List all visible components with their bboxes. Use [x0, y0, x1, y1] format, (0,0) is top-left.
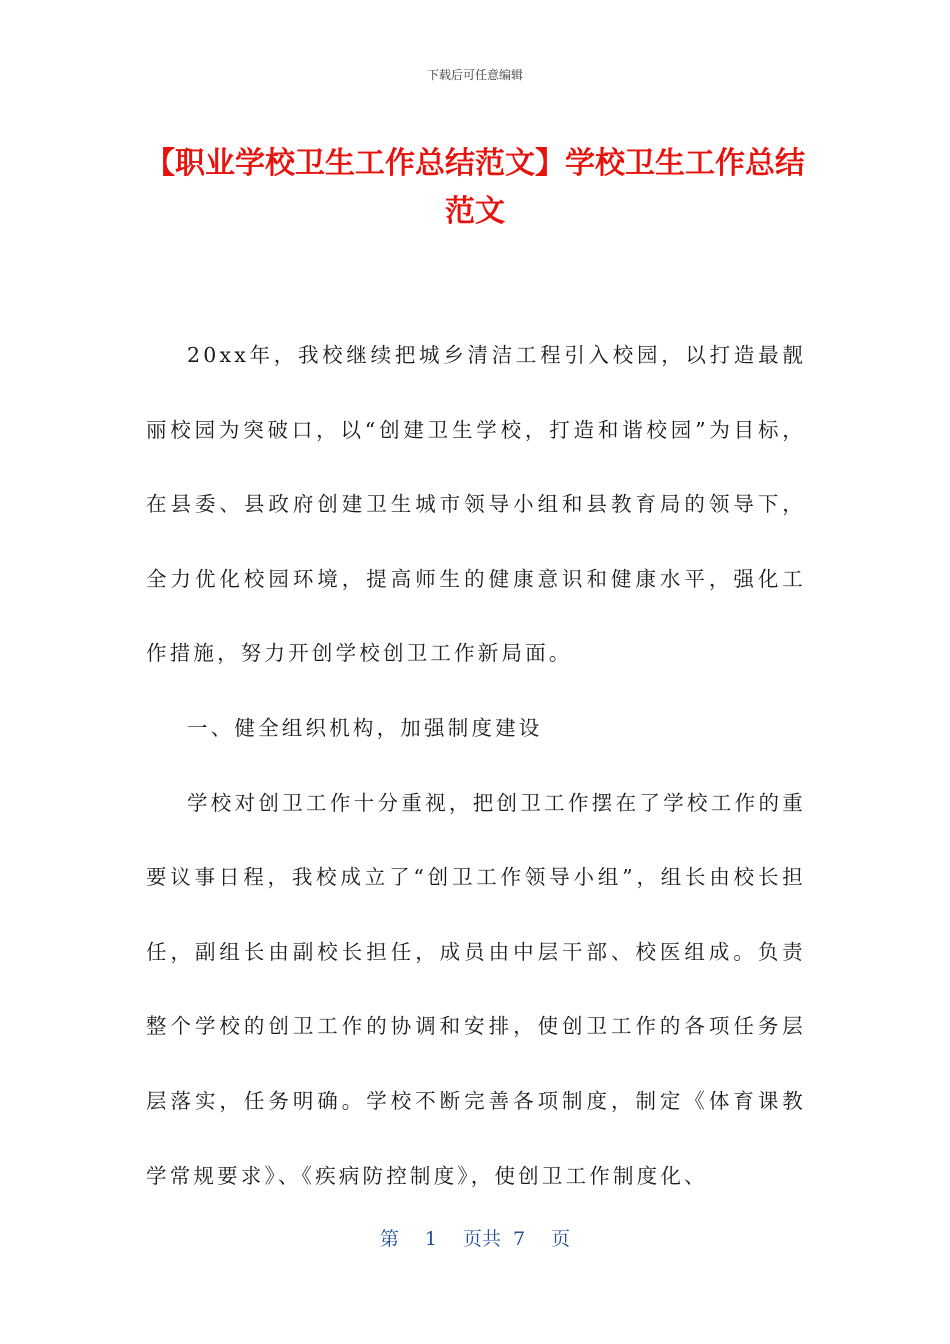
document-body: [146, 318, 806, 1213]
paragraph: 20xx年，我校继续把城乡清洁工程引入校园，以打造最靓丽校园为突破口，以“创建卫生学校，打造和谐校园”为目标，在县委、县政府创建卫生城市领导小组和县教育局的领导下，全力优化校园环境，提高师生的健康意识和健康水平，强化工作措施，努力开创学校创卫工作新局面。: [146, 343, 806, 666]
section-heading: 一、健全组织机构，加强制度建设: [187, 715, 543, 740]
footer-total-unit: 页: [551, 1228, 571, 1250]
document-title: 【职业学校卫生工作总结范文】学校卫生工作总结范文: [145, 146, 805, 229]
header-note: 下载后可任意编辑: [426, 68, 523, 82]
footer-total-pages: 7: [513, 1228, 526, 1250]
page-footer: [0, 1224, 950, 1251]
footer-page-number: 1: [424, 1228, 437, 1250]
paragraph: 学校对创卫工作十分重视，把创卫工作摆在了学校工作的重要议事日程，我校成立了“创卫工作领导小组”，组长由校长担任，副组长由副校长担任，成员由中层干部、校医组成。负责整个学校的创卫工作的协调和安排，使创卫工作的各项任务层层落实，任务明确。学校不断完善各项制度，制定《体育课教学常规要求》、《疾病防控制度》，使创卫工作制度化、: [146, 790, 806, 1188]
footer-page-unit: 页共: [462, 1228, 501, 1250]
footer-page-label: 第: [379, 1228, 399, 1250]
